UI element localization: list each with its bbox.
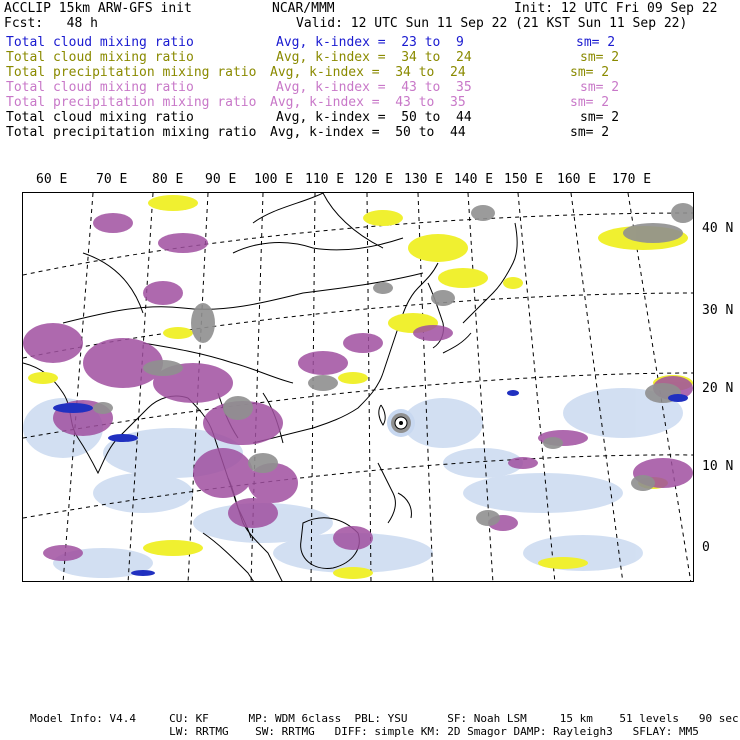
legend-sm-6: sm= 2 bbox=[580, 110, 620, 125]
legend-sm-7: sm= 2 bbox=[570, 125, 610, 140]
legend-sm-2: sm= 2 bbox=[580, 50, 620, 65]
lon-label-80e: 80 E bbox=[152, 172, 184, 187]
legend-field-1: Total cloud mixing ratio bbox=[6, 35, 194, 50]
product-title: ACCLIP 15km ARW-GFS init bbox=[4, 1, 192, 16]
lon-label-120e: 120 E bbox=[354, 172, 394, 187]
lon-label-150e: 150 E bbox=[504, 172, 544, 187]
legend-avg-4: Avg, k-index = 43 to 35 bbox=[276, 80, 472, 95]
legend-field-6: Total cloud mixing ratio bbox=[6, 110, 194, 125]
forecast-hour: Fcst: 48 h bbox=[4, 16, 98, 31]
lat-label-30n: 30 N bbox=[702, 303, 734, 318]
lat-label-40n: 40 N bbox=[702, 221, 734, 236]
lon-label-160e: 160 E bbox=[557, 172, 597, 187]
legend-field-7: Total precipitation mixing ratio bbox=[6, 125, 257, 140]
legend-avg-1: Avg, k-index = 23 to 9 bbox=[276, 35, 464, 50]
legend-avg-2: Avg, k-index = 34 to 24 bbox=[276, 50, 472, 65]
legend-avg-5: Avg, k-index = 43 to 35 bbox=[270, 95, 466, 110]
legend-sm-3: sm= 2 bbox=[570, 65, 610, 80]
legend-sm-4: sm= 2 bbox=[580, 80, 620, 95]
forecast-map bbox=[22, 192, 694, 582]
legend-sm-1: sm= 2 bbox=[576, 35, 616, 50]
lat-label-0: 0 bbox=[702, 540, 710, 555]
valid-time: Valid: 12 UTC Sun 11 Sep 22 (21 KST Sun 11 Sep 22) bbox=[296, 16, 688, 31]
map-canvas bbox=[23, 193, 694, 582]
lon-label-100e: 100 E bbox=[254, 172, 294, 187]
lon-label-140e: 140 E bbox=[454, 172, 494, 187]
lon-label-170e: 170 E bbox=[612, 172, 652, 187]
legend-avg-3: Avg, k-index = 34 to 24 bbox=[270, 65, 466, 80]
lat-label-10n: 10 N bbox=[702, 459, 734, 474]
lon-label-60e: 60 E bbox=[36, 172, 68, 187]
institution-label: NCAR/MMM bbox=[272, 1, 335, 16]
legend-field-3: Total precipitation mixing ratio bbox=[6, 65, 257, 80]
legend-avg-7: Avg, k-index = 50 to 44 bbox=[270, 125, 466, 140]
legend-field-4: Total cloud mixing ratio bbox=[6, 80, 194, 95]
model-info-line-2: LW: RRTMG SW: RRTMG DIFF: simple KM: 2D Smagor DAMP: Rayleigh3 SFLAY: MM5 bbox=[30, 725, 699, 738]
lon-label-70e: 70 E bbox=[96, 172, 128, 187]
legend-field-5: Total precipitation mixing ratio bbox=[6, 95, 257, 110]
legend-sm-5: sm= 2 bbox=[570, 95, 610, 110]
legend-field-2: Total cloud mixing ratio bbox=[6, 50, 194, 65]
lon-label-90e: 90 E bbox=[205, 172, 237, 187]
typhoon-symbol bbox=[387, 409, 415, 437]
lon-label-130e: 130 E bbox=[404, 172, 444, 187]
legend-avg-6: Avg, k-index = 50 to 44 bbox=[276, 110, 472, 125]
init-time: Init: 12 UTC Fri 09 Sep 22 bbox=[514, 1, 718, 16]
lat-label-20n: 20 N bbox=[702, 381, 734, 396]
model-info-line-1: Model Info: V4.4 CU: KF MP: WDM 6class PBL: YSU SF: Noah LSM 15 km 51 levels 90 sec bbox=[30, 712, 739, 725]
lon-label-110e: 110 E bbox=[305, 172, 345, 187]
